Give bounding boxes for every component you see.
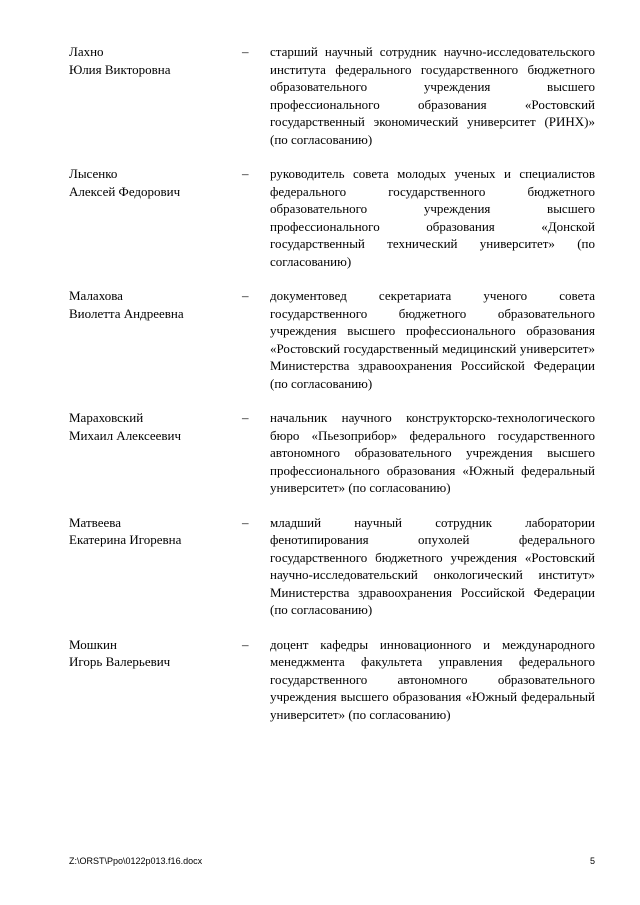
list-item (69, 165, 595, 270)
member-surname: Лысенко (69, 166, 118, 181)
list-item (69, 514, 595, 619)
separator-dash: – (242, 288, 249, 303)
member-given-names: Алексей Федорович (69, 183, 181, 199)
member-given-names: Игорь Валерьевич (69, 654, 171, 669)
member-surname: Мошкин (69, 636, 117, 652)
member-name (69, 43, 239, 78)
member-given-names: Екатерина Игоревна (69, 532, 182, 547)
member-surname: Мараховский (69, 410, 144, 425)
member-role: старший научный сотрудник научно-исследовательского института федерального государственного бюджетного образовательного учреждения высшего профессионального образования «Ростовский государственный экономический университет (РИНХ)» (по согласованию) (270, 44, 595, 147)
member-surname: Матвеева (69, 514, 122, 530)
member-name (69, 636, 239, 671)
member-given-names: Михаил Алексеевич (69, 427, 182, 443)
footer-file-path: Z:\ORST\Ppo\0122p013.f16.docx (69, 856, 203, 866)
member-role: доцент кафедры инновационного и международного менеджмента факультета управления федерального государственного автономного образовательного учреждения высшего образования «Южный федеральный университет» (по согласованию) (270, 636, 595, 722)
member-given-names: Виолетта Андреевна (69, 305, 184, 321)
member-surname: Лахно (69, 44, 104, 59)
member-list (69, 43, 595, 723)
list-item (69, 287, 595, 392)
member-given-names: Юлия Викторовна (69, 61, 171, 77)
separator-dash: – (242, 636, 249, 652)
member-name (69, 287, 239, 322)
member-role: начальник научного конструкторско-технологического бюро «Пьезоприбор» федерального государственного автономного образовательного учреждения высшего профессионального образования «Южный федеральный университет» (по согласованию) (270, 410, 595, 495)
separator-dash: – (242, 44, 249, 59)
member-name (69, 409, 239, 444)
list-item (69, 43, 595, 148)
member-name (69, 165, 239, 200)
list-item (69, 636, 595, 724)
member-surname: Малахова (69, 288, 123, 303)
separator-dash: – (242, 166, 249, 181)
separator-dash: – (242, 410, 249, 425)
list-item (69, 409, 595, 497)
separator-dash: – (242, 514, 249, 530)
member-name (69, 514, 239, 549)
member-role: младший научный сотрудник лаборатории фенотипирования опухолей федерального государственного бюджетного учреждения «Ростовский научно-исследовательский онкологический институт» Министерства здравоохранения Российской Федерации (по согласованию) (270, 514, 595, 617)
member-role: руководитель совета молодых ученых и специалистов федерального государственного бюджетного образовательного учреждения высшего профессионального образования «Донской государственный технический университет» (по согласованию) (270, 166, 595, 269)
page-number: 5 (589, 856, 595, 866)
member-role: документовед секретариата ученого совета государственного бюджетного образовательного учреждения высшего профессионального образования «Ростовский государственный медицинский университет» Министерства здравоохранения Российской Федерации (по согласованию) (270, 288, 595, 391)
